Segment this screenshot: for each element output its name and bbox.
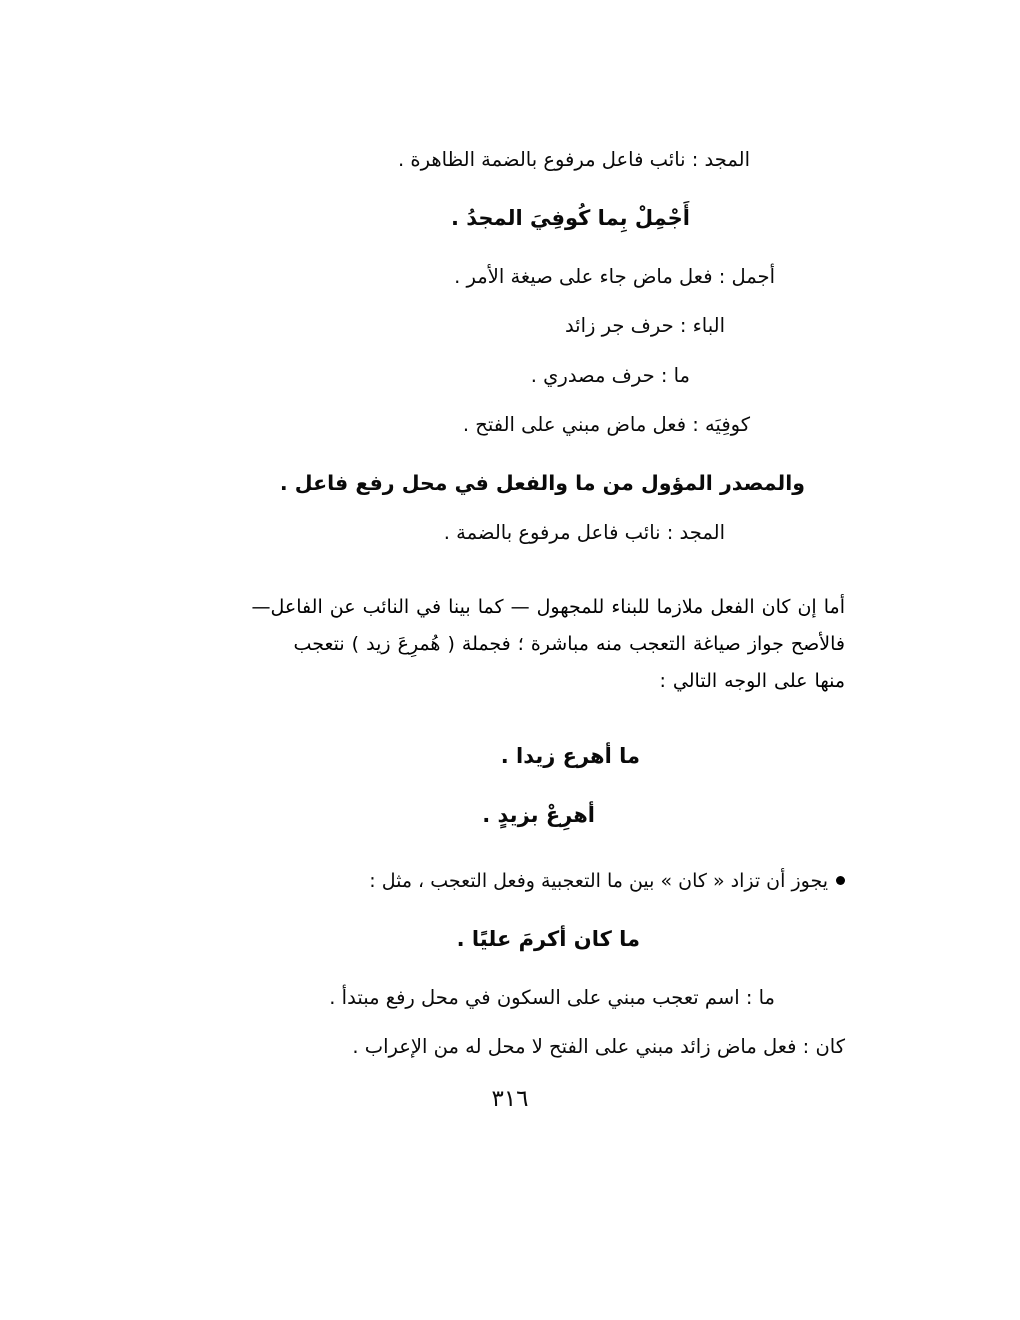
rule-line-masdar-muawwal: والمصدر المؤول من ما والفعل في محل رفع فاعل . [279,470,805,495]
example-line-ma-kana-akrama: ما كان أكرمَ عليًا . [456,926,640,951]
irab-line-almajd-2: المجد : نائب فاعل مرفوع بالضمة . [443,521,725,544]
irab-line-ajmal: أجمل : فعل ماض جاء على صيغة الأمر . [454,264,775,288]
paragraph-line-2: فالأصح جواز صياغة التعجب منه مباشرة ؛ فجملة ( هُمرِعَ زيد ) نتعجب [293,632,845,655]
irab-line-ma-ismu-taajjub: ما : اسم تعجب مبني على السكون في محل رفع مبتدأ . [329,985,775,1009]
example-line-ahri-bizaydin: أهرِعْ بزيدٍ . [482,802,595,827]
bullet-rule-text: يجوز أن تزاد « كان » بين ما التعجبية وفعل التعجب ، مثل : [369,869,828,892]
explanatory-paragraph [175,589,845,700]
page-content [175,150,845,1057]
irab-line-ma: ما : حرف مصدري . [530,363,690,387]
example-line-ajmil: أَجْمِلْ بِما كُوفِيَ المجدُ . [450,205,690,230]
irab-line-kufiya: كوفِيَه : فعل ماض مبني على الفتح . [462,413,750,436]
bullet-dot-icon [836,876,845,885]
irab-line-almajd-1: المجد : نائب فاعل مرفوع بالضمة الظاهرة . [398,148,750,171]
irab-line-alba: الباء : حرف جر زائد [564,314,725,337]
irab-line-kana-zaid: كان : فعل ماض زائد مبني على الفتح لا محل له من الإعراب . [352,1035,845,1059]
page-number: ٣١٦ [491,1086,529,1112]
paragraph-line-3: منها على الوجه التالي : [659,669,845,692]
paragraph-line-1: أما إن كان الفعل ملازما للبناء للمجهول — كما بينا في النائب عن الفاعل— [251,595,845,618]
example-line-ma-ahraa-zaydan: ما أهرع زيدا . [500,743,640,768]
bullet-rule-kana [175,869,845,892]
